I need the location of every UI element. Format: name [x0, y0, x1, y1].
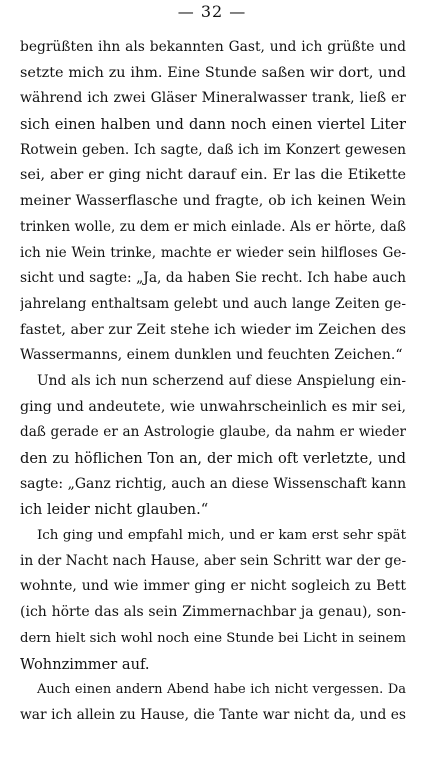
text-line: trinken wolle, zu dem er mich einlade. Als er hörte, daß — [20, 218, 406, 235]
text-line: fastet, aber zur Zeit stehe ich wieder im Zeichen des — [20, 321, 406, 338]
text-line: dern hielt sich wohl noch eine Stunde bei Licht in seinem — [20, 630, 406, 646]
text-line: sich einen halben und dann noch einen viertel Liter — [20, 116, 406, 134]
text-line: setzte mich zu ihm. Eine Stunde saßen wir dort, und — [20, 64, 406, 81]
text-line: Rotwein geben. Ich sagte, daß ich im Konzert gewesen — [20, 141, 406, 158]
page-number: — 32 — — [177, 2, 247, 21]
paragraph — [20, 677, 406, 728]
paragraph — [20, 523, 406, 677]
text-line: jahrelang enthaltsam gelebt und auch lange Zeiten ge- — [20, 295, 406, 312]
text-line: Wohnzimmer auf. — [20, 655, 150, 673]
paragraph — [20, 369, 406, 523]
text-line: ich leider nicht glauben.“ — [20, 501, 209, 519]
text-line: Wassermanns, einem dunklen und feuchten Zeichen.“ — [20, 347, 403, 364]
text-line: den zu höflichen Ton an, der mich oft verletzte, und — [20, 450, 406, 467]
text-line: daß gerade er an Astrologie glaube, da nahm er wieder — [20, 424, 406, 441]
text-line: in der Nacht nach Hause, aber sein Schritt war der ge- — [20, 552, 406, 569]
text-line: wohnte, und wie immer ging er nicht sogleich zu Bett — [20, 578, 406, 595]
body-text — [20, 35, 406, 729]
text-line: Und als ich nun scherzend auf diese Anspielung ein- — [37, 372, 406, 389]
text-line: ging und andeutete, wie unwahrscheinlich es mir sei, — [20, 398, 406, 415]
text-line: Ich ging und empfahl mich, und er kam erst sehr spät — [37, 528, 406, 544]
paragraph — [20, 35, 406, 369]
text-line: sicht und sagte: „Ja, da haben Sie recht. Ich habe auch — [20, 270, 406, 287]
text-line: Auch einen andern Abend habe ich nicht vergessen. Da — [37, 682, 406, 698]
text-line: begrüßten ihn als bekannten Gast, und ich grüßte und — [20, 39, 406, 55]
text-line: während ich zwei Gläser Mineralwasser trank, ließ er — [20, 90, 406, 107]
text-line: ich nie Wein trinke, machte er wieder sein hilfloses Ge- — [20, 244, 406, 261]
text-line: (ich hörte das als sein Zimmernachbar ja genau), son- — [20, 604, 406, 621]
text-line: war ich allein zu Hause, die Tante war nicht da, und es — [20, 706, 406, 723]
text-line: sei, aber er ging nicht darauf ein. Er las die Etikette — [20, 167, 406, 184]
text-line: meiner Wasserflasche und fragte, ob ich keinen Wein — [20, 193, 406, 210]
text-line: sagte: „Ganz richtig, auch an diese Wissenschaft kann — [20, 475, 406, 492]
